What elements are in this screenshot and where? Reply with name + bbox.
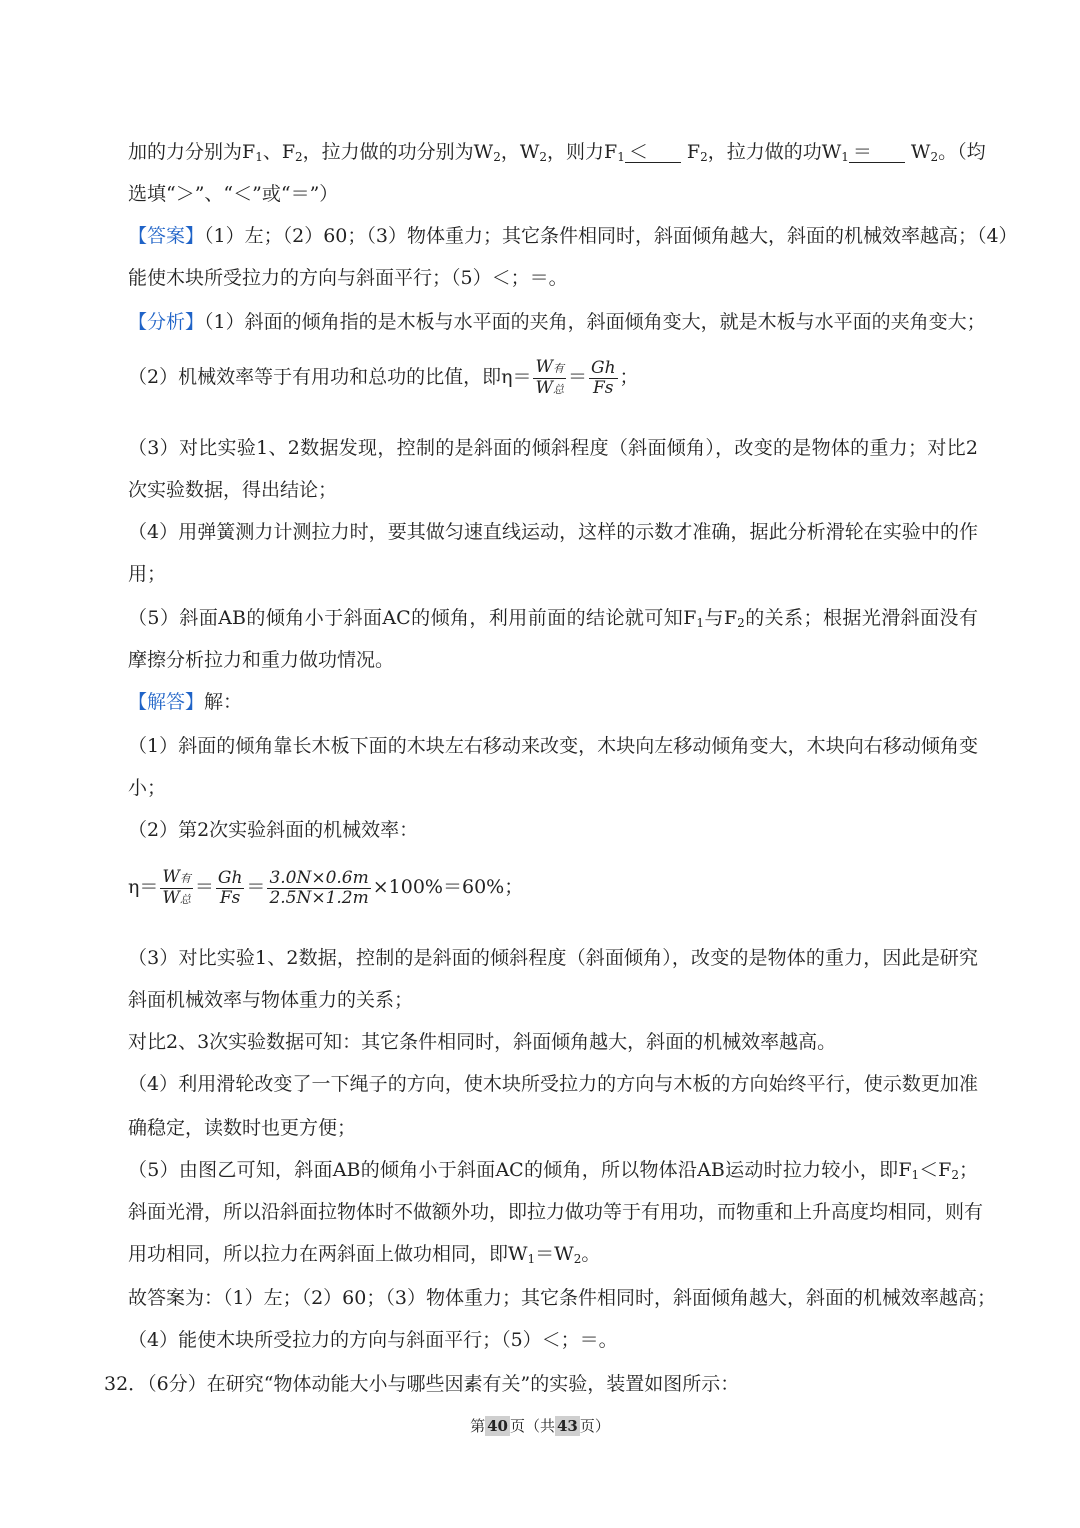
fraction: $\frac{Gh}{Fs}$ <box>590 357 616 398</box>
fraction: $\frac{3.0N\times 0.6m}{2.5N\times 1.2m}$ <box>269 867 369 908</box>
analysis-line: （3）对比实验1、2数据发现，控制的是斜面的倾斜程度（斜面倾角），改变的是物体的重力；对比2 <box>128 437 978 459</box>
solution-line: 小； <box>128 777 167 799</box>
solution-line: （1）斜面的倾角靠长木板下面的木块左右移动来改变，木块向左移动倾角变大，木块向右移动倾角变 <box>128 735 978 757</box>
answer-tag: 【答案】 <box>128 225 205 247</box>
solution-formula-line: η＝ $\frac{\text{W有}}{\text{W总}}$ ＝ $\frac{Gh}{Fs}$ ＝ $\frac{3.0N\times 0.6m}{2.5N\times 1.2m}$ ×100%＝60%； <box>128 866 524 908</box>
solution-line: （4）利用滑轮改变了一下绳子的方向，使木块所受拉力的方向与木板的方向始终平行，使示数更加准 <box>128 1073 978 1095</box>
fraction: $\frac{\text{W有}}{\text{W总}}$ <box>535 356 564 398</box>
solution-line: （4）能使木块所受拉力的方向与斜面平行；（5）＜；＝。 <box>128 1329 618 1351</box>
solution-line: 确稳定，读数时也更方便； <box>128 1117 357 1139</box>
text-line: 选填“＞”、“＜”或“＝”） <box>128 183 339 205</box>
analysis-line: 摩擦分析拉力和重力做功情况。 <box>128 649 395 671</box>
solution-line: 对比2、3次实验数据可知：其它条件相同时，斜面倾角越大，斜面的机械效率越高。 <box>128 1031 837 1053</box>
solution-line: （2）第2次实验斜面的机械效率： <box>128 819 419 841</box>
page-number: 40 <box>487 1417 508 1435</box>
analysis-line: （5）斜面AB的倾角小于斜面AC的倾角，利用前面的结论就可知$F_1$与$F_2$的关系；根据光滑斜面没有 <box>128 607 978 630</box>
answer-line: 【答案】（1）左；（2）60；（3）物体重力；其它条件相同时，斜面倾角越大，斜面的机械效率越高；（4） <box>128 225 1018 247</box>
page-footer: 第 40 页（共 43 页） <box>470 1417 610 1435</box>
answer-blank: ＜ <box>625 142 681 163</box>
solution-line: 斜面光滑，所以沿斜面拉物体时不做额外功，即拉力做功等于有用功，而物重和上升高度均相同，则有 <box>128 1201 984 1223</box>
solution-tag: 【解答】 <box>128 691 205 713</box>
answer-line: 能使木块所受拉力的方向与斜面平行；（5）＜；＝。 <box>128 267 568 289</box>
answer-blank: ＝ <box>849 142 905 163</box>
analysis-formula-line: （2）机械效率等于有用功和总功的比值，即η＝ $\frac{\text{W有}}{\text{W总}}$ ＝ $\frac{Gh}{Fs}$ ； <box>128 356 639 398</box>
solution-line: 【解答】解： <box>128 691 243 713</box>
analysis-line: 用； <box>128 563 167 585</box>
analysis-line: 【分析】（1）斜面的倾角指的是木板与水平面的夹角，斜面倾角变大，就是木板与水平面的夹角变大； <box>128 311 986 333</box>
solution-line: 用功相同，所以拉力在两斜面上做功相同，即$W_1=W_2$。 <box>128 1243 601 1266</box>
solution-line: 故答案为：（1）左；（2）60；（3）物体重力；其它条件相同时，斜面倾角越大，斜面的机械效率越高； <box>128 1287 996 1309</box>
solution-line: 斜面机械效率与物体重力的关系； <box>128 989 414 1011</box>
analysis-tag: 【分析】 <box>128 311 205 333</box>
fraction: $\frac{\text{W有}}{\text{W总}}$ <box>162 866 191 908</box>
solution-line: （5）由图乙可知，斜面AB的倾角小于斜面AC的倾角，所以物体沿AB运动时拉力较小，即$F_1<F_2$； <box>128 1159 978 1182</box>
fraction: $\frac{Gh}{Fs}$ <box>217 867 243 908</box>
solution-line: （3）对比实验1、2数据，控制的是斜面的倾斜程度（斜面倾角），改变的是物体的重力，因此是研究 <box>128 947 978 969</box>
analysis-line: （4）用弹簧测力计测拉力时，要其做匀速直线运动，这样的示数才准确，据此分析滑轮在实验中的作 <box>128 521 978 543</box>
text-line: 加的力分别为$F_1$、$F_2$，拉力做的功分别为$W_2$，$W_2$，则力$F_1 < F_2$，拉力做的功$W_1 = W_2$。（均 <box>128 141 986 164</box>
analysis-line: 次实验数据，得出结论； <box>128 479 338 501</box>
question-32: 32．（6分）在研究“物体动能大小与哪些因素有关”的实验，装置如图所示： <box>104 1373 740 1395</box>
page-total: 43 <box>557 1417 578 1435</box>
